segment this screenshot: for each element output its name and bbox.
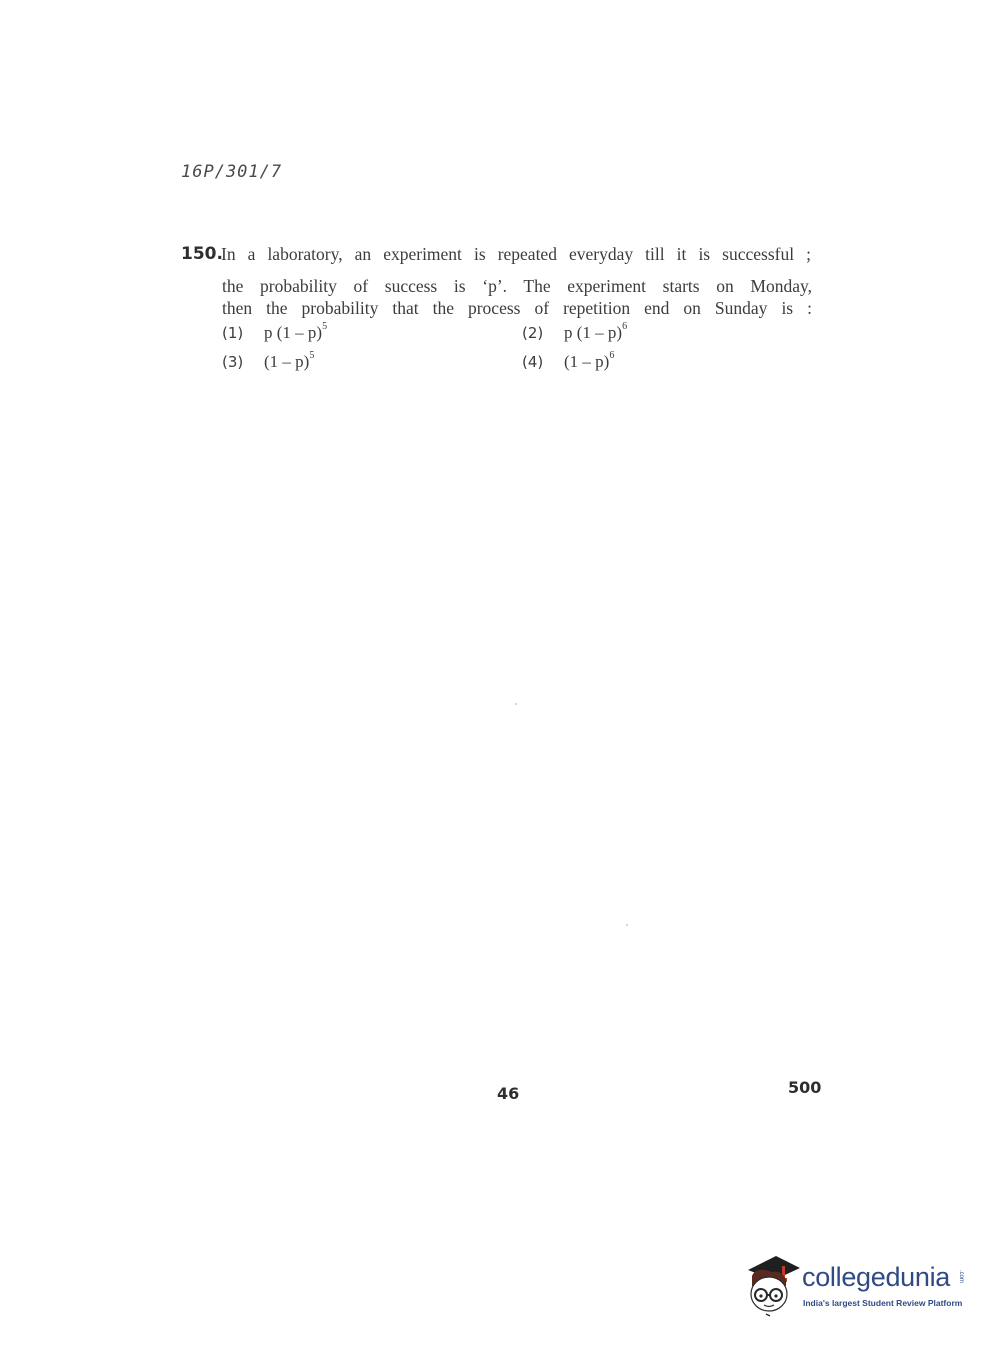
page-number: 46 <box>497 1084 520 1103</box>
option-4-base: (1 – p) <box>564 352 610 371</box>
question-line-2: the probability of success is ‘p’. The experiment starts on Monday, <box>222 276 812 296</box>
option-3-base: (1 – p) <box>264 352 310 371</box>
collegedunia-logo[interactable] <box>742 1250 972 1320</box>
option-1 <box>222 323 327 343</box>
option-1-exponent: 5 <box>322 321 328 332</box>
option-4-exponent: 6 <box>609 350 615 361</box>
paper-code: 16P/301/7 <box>181 162 283 182</box>
option-4 <box>522 352 614 372</box>
option-3-exponent: 5 <box>309 350 315 361</box>
logo-tagline: India's largest Student Review Platform <box>803 1298 963 1308</box>
option-3-label: (3) <box>222 353 244 371</box>
option-1-base: p (1 – p) <box>264 323 323 342</box>
option-2-base: p (1 – p) <box>564 323 623 342</box>
mascot-icon <box>742 1250 804 1318</box>
option-2-label: (2) <box>522 324 544 342</box>
options-list <box>222 323 782 383</box>
option-1-label: (1) <box>222 324 244 342</box>
option-4-label: (4) <box>522 353 544 371</box>
question-line-1: In a laboratory, an experiment is repeated everyday till it is successful ; <box>221 244 811 264</box>
logo-name: collegedunia <box>802 1262 951 1292</box>
question-number: 150. <box>181 244 223 264</box>
scan-speck <box>515 703 517 705</box>
option-2 <box>522 323 627 343</box>
option-3 <box>222 352 314 372</box>
question-count: 500 <box>788 1078 822 1097</box>
option-2-exponent: 6 <box>622 321 628 332</box>
logo-suffix: .com <box>958 1270 964 1284</box>
scan-speck <box>626 924 628 926</box>
question-line-3: then the probability that the process of repetition end on Sunday is : <box>222 298 812 318</box>
